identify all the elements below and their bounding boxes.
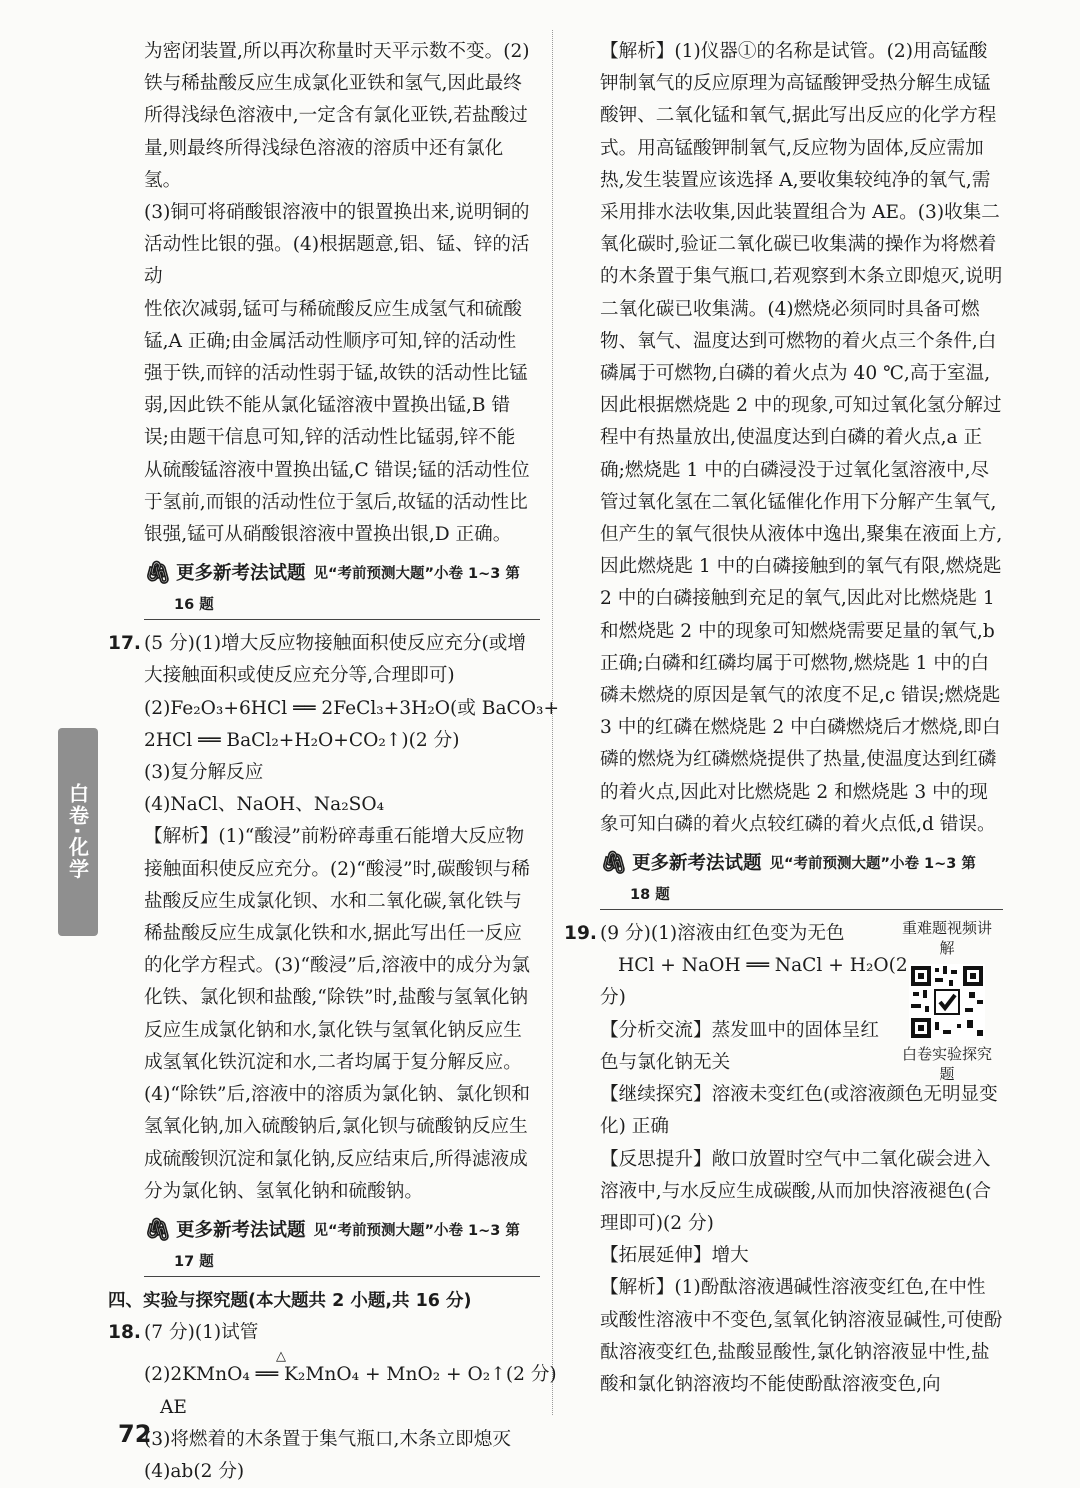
question-17	[108, 628, 560, 1208]
column-divider	[552, 30, 553, 1415]
right-column	[564, 36, 1003, 1401]
text-line: 性依次减弱,锰可与稀硫酸反应生成氢气和硫酸	[144, 298, 522, 320]
answer-equation: HCl + NaOH ══ NaCl + H₂O(2	[618, 955, 908, 977]
answer-1: (5 分)(1)增大反应物接触面积使反应充分(或增大接触面积或使反应充分等,合理即可)	[144, 633, 526, 687]
further-exploration: 【继续探究】溶液未变红色(或溶液颜色无明显变化) 正确	[600, 1084, 998, 1138]
left-column	[108, 36, 560, 1488]
more-link-label: 更多新考法试题	[175, 563, 306, 585]
paperclip-icon: 🖇	[600, 850, 628, 876]
text-line: 所得浅绿色溶液中,一定含有氯化亚铁,若盐酸过	[144, 105, 528, 127]
answer-4: (4)NaCl、NaOH、Na₂SO₄	[144, 794, 385, 816]
text-line: 误;由题干信息可知,锌的活动性比锰弱,锌不能	[144, 427, 516, 449]
page-number: 72	[118, 1420, 152, 1448]
section-heading: 四、实验与探究题(本大题共 2 小题,共 16 分)	[108, 1290, 472, 1311]
more-link-ref: 见“考前预测大题”小卷 1~3 第	[769, 855, 976, 872]
paperclip-icon: 🖇	[144, 561, 172, 587]
qr-caption-bottom: 白卷实验探究题	[901, 1045, 992, 1084]
more-link-question: 16 题	[174, 597, 214, 614]
heat-symbol: △	[276, 1349, 286, 1365]
question-19: 重难题视频讲解 白卷实验探究题 19. (9 分)(1)溶液由红色变为无色 HCl + NaOH ══ NaCl + H₂O(2 分) 【分析交流】蒸发皿中的固体呈红 色与氯化钠无关 【继续探究】溶液未变红色(或溶液颜色无明显变化) 正确 【反思提升】敞口放置时空气中二氧化碳会进入溶液中,与水反应生成碳酸,从而加快溶液褪色(合理即可)(2 分) 【拓展延伸】增大 【解析】(1)酚酞溶液遇碱性溶液变红色,在中性或酸性溶液中不变色,氢氧化钠溶液显碱性,可使酚酞溶液变红色,盐酸显酸性,氯化钠溶液显中性,盐酸和氯化钠溶液均不能使酚酞溶液变色,向	[600, 918, 1003, 1401]
extension: 【拓展延伸】增大	[600, 1245, 749, 1267]
answer-3: (3)复分解反应	[144, 762, 264, 784]
paperclip-icon: 🖇	[144, 1217, 172, 1243]
answer-2: (2)Fe₂O₃+6HCl ══ 2FeCl₃+3H₂O(或 BaCO₃+	[144, 697, 560, 719]
reflection: 【反思提升】敞口放置时空气中二氧化碳会进入溶液中,与水反应生成碳酸,从而加快溶液褪色(合理即可)(2 分)	[600, 1148, 991, 1234]
more-link-label: 更多新考法试题	[631, 852, 762, 874]
more-link-ref: 见“考前预测大题”小卷 1~3 第	[313, 1222, 520, 1239]
text-line: 铁与稀盐酸反应生成氯化亚铁和氢气,因此最终	[144, 73, 522, 95]
answer-3: (3)将燃着的木条置于集气瓶口,木条立即熄灭	[144, 1428, 511, 1450]
analysis: 【解析】(1)酚酞溶液遇碱性溶液变红色,在中性或酸性溶液中不变色,氢氧化钠溶液显碱性,可使酚酞溶液变红色,盐酸显酸性,氯化钠溶液显中性,盐酸和氯化钠溶液均不能使酚酞溶液变色,向	[600, 1277, 1003, 1395]
text-line: 从硫酸锰溶液中置换出锰,C 错误;锰的活动性位	[144, 459, 530, 481]
qr-caption-top: 重难题视频讲解	[901, 919, 992, 958]
more-questions-link-17[interactable]	[144, 1214, 540, 1277]
qr-code-icon[interactable]	[909, 964, 985, 1040]
more-link-question: 18 题	[630, 887, 670, 904]
answer-2-apparatus: AE	[160, 1396, 188, 1418]
more-questions-link-16[interactable]	[144, 557, 540, 620]
answer-equation-tail: 分)	[600, 987, 626, 1009]
more-questions-link-18[interactable]	[600, 847, 1003, 910]
more-link-ref: 见“考前预测大题”小卷 1~3 第	[313, 566, 520, 583]
answer-2-cont: 2HCl ══ BaCl₂+H₂O+CO₂↑)(2 分)	[144, 729, 460, 751]
text-line: 量,则最终所得浅绿色溶液的溶质中还有氯化氢。	[144, 137, 504, 191]
answer-2: (2)2KMnO₄ ══ K₂MnO₄ + MnO₂ + O₂↑(2 分)	[144, 1364, 557, 1386]
text-line: 活动性比银的强。(4)根据题意,铝、锰、锌的活动	[144, 234, 530, 288]
question-18	[108, 1317, 557, 1488]
answer-1: (7 分)(1)试管	[144, 1322, 259, 1344]
question-number: 17.	[108, 633, 141, 655]
analysis: 【解析】(1)“酸浸”前粉碎毒重石能增大反应物接触面积使反应充分。(2)“酸浸”时,碳酸钡与稀盐酸反应生成氯化钡、水和二氧化碳,氧化铁与稀盐酸反应生成氯化铁和水,据此写出任一反应的化学方程式。(3)“酸浸”后,溶液中的成分为氯化铁、氯化钡和盐酸,“除铁”时,盐酸与氢氧化钠反应生成氯化钠和水,氯化铁与氢氧化钠反应生成氢氧化铁沉淀和水,二者均属于复分解反应。(4)“除铁”后,溶液中的溶质为氯化钠、氯化钡和氢氧化钠,加入硫酸钠后,氯化钡与硫酸钠反应生成硫酸钡沉淀和氯化钠,反应结束后,所得滤液成分为氯化钠、氢氧化钠和硫酸钠。	[144, 826, 530, 1202]
text-line: 强于铁,而锌的活动性弱于锰,故铁的活动性比锰	[144, 363, 528, 385]
analysis-exchange-2: 色与氯化钠无关	[600, 1051, 731, 1073]
text-line: 锰,A 正确;由金属活动性顺序可知,锌的活动性	[144, 330, 517, 352]
more-link-question: 17 题	[174, 1253, 214, 1270]
text-line: 为密闭装置,所以再次称量时天平示数不变。(2)	[144, 41, 530, 62]
analysis-exchange-1: 【分析交流】蒸发皿中的固体呈红	[600, 1019, 879, 1041]
q16-analysis-continued	[108, 36, 540, 551]
text-line: 银强,锰可从硝酸银溶液中置换出银,D 正确。	[144, 524, 512, 546]
question-number: 18.	[108, 1322, 141, 1344]
subject-side-tab: 白卷·化学	[58, 728, 98, 936]
text-line: 弱,因此铁不能从氯化锰溶液中置换出锰,B 错	[144, 395, 511, 417]
text-line: 于氢前,而银的活动性位于氢后,故锰的活动性比	[144, 491, 528, 513]
answer-4: (4)ab(2 分)	[144, 1460, 245, 1482]
q18-analysis: 【解析】(1)仪器①的名称是试管。(2)用高锰酸钾制氧气的反应原理为高锰酸钾受热分解生成锰酸钾、二氧化锰和氧气,据此写出反应的化学方程式。用高锰酸钾制氧气,反应物为固体,反应需加热,发生装置应该选择 A,要收集较纯净的氧气,需采用排水法收集,因此装置组合为 AE。(3)收集二氧化碳时,验证二氧化碳已收集满的操作为将燃着的木条置于集气瓶口,若观察到木条立即熄灭,说明二氧化碳已收集满。(4)燃烧必须同时具备可燃物、氧气、温度达到可燃物的着火点三个条件,白磷属于可燃物,白磷的着火点为 40 ℃,高于室温,因此根据燃烧匙 2 中的现象,可知过氧化氢分解过程中有热量放出,使温度达到白磷的着火点,a 正确;燃烧匙 1 中的白磷浸没于过氧化氢溶液中,尽管过氧化氢在二氧化锰催化作用下分解产生氧气,但产生的氧气很快从液体中逸出,聚集在液面上方,因此燃烧匙 1 中的白磷接触到的氧气有限,燃烧匙 2 中的白磷接触到充足的氧气,因此对比燃烧匙 1 和燃烧匙 2 中的现象可知燃烧需要足量的氧气,b 正确;白磷和红磷均属于可燃物,燃烧匙 1 中的白磷未燃烧的原因是氧气的浓度不足,c 错误;燃烧匙 3 中的红磷在燃烧匙 2 中白磷燃烧后才燃烧,即白磷的燃烧为红磷燃烧提供了热量,使温度达到红磷的着火点,因此对比燃烧匙 2 和燃烧匙 3 中的现象可知白磷的着火点较红磷的着火点低,d 错误。	[600, 41, 1003, 835]
answer-1: (9 分)(1)溶液由红色变为无色	[600, 923, 845, 945]
video-qr-block[interactable]	[899, 918, 995, 1084]
text-line: (3)铜可将硝酸银溶液中的银置换出来,说明铜的	[144, 202, 530, 224]
more-link-label: 更多新考法试题	[175, 1219, 306, 1241]
